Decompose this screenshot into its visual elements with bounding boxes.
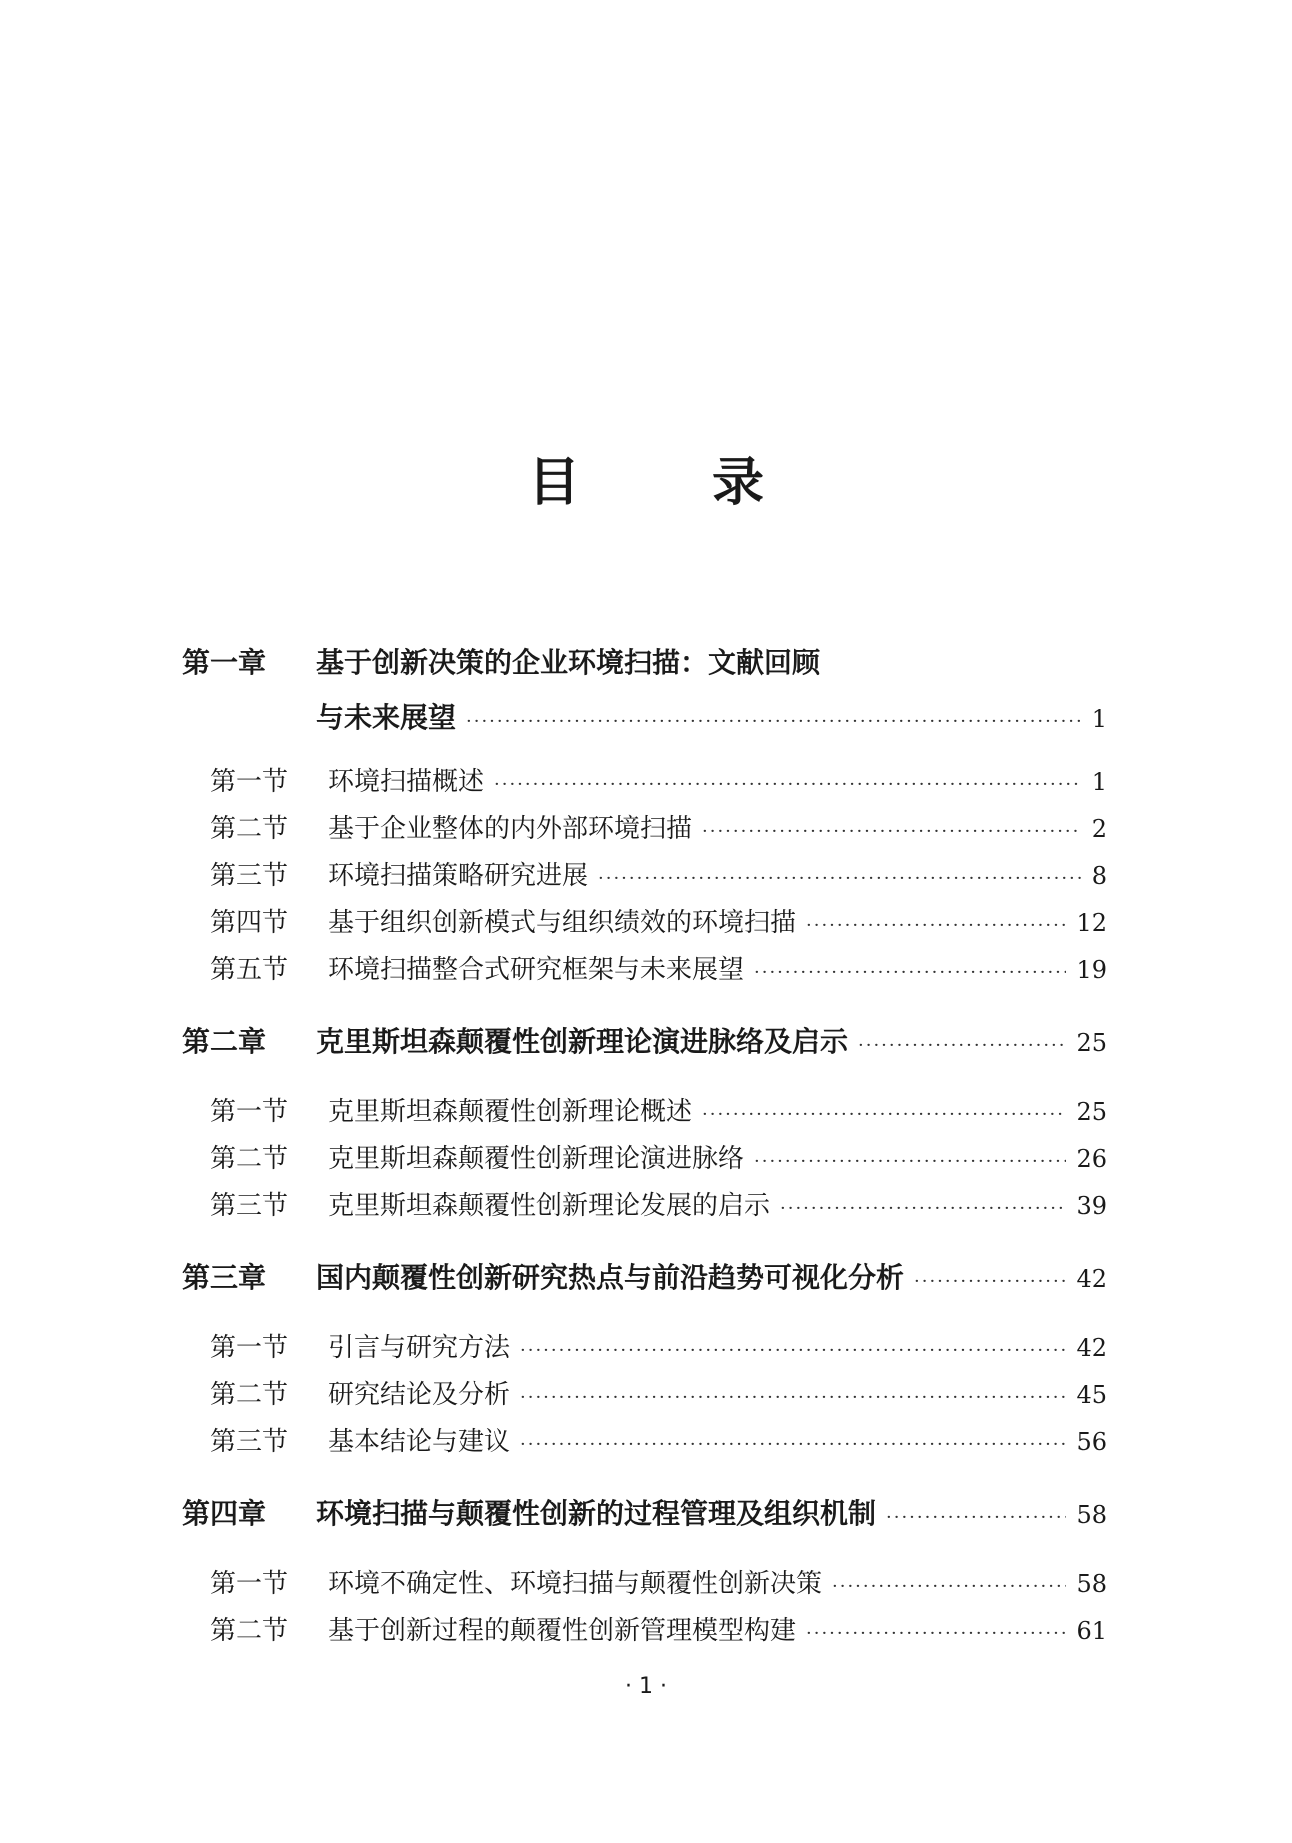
toc-chapter-3[interactable]	[182, 1258, 1107, 1298]
section-label: 第三节	[210, 861, 289, 891]
section-label: 第五节	[210, 955, 289, 985]
section-label: 第三节	[210, 1427, 289, 1457]
page-number: 61	[1076, 1617, 1107, 1645]
section-title: 引言与研究方法	[328, 1333, 511, 1363]
toc-section[interactable]	[182, 1422, 1107, 1462]
page-number: 58	[1076, 1501, 1107, 1529]
toc-section[interactable]	[182, 950, 1107, 990]
page-number: 42	[1076, 1334, 1107, 1362]
chapter-title: 环境扫描与颠覆性创新的过程管理及组织机制	[316, 1497, 877, 1530]
section-title: 环境扫描概述	[328, 767, 485, 797]
section-label: 第二节	[210, 1144, 289, 1174]
page-number: 26	[1076, 1145, 1107, 1173]
section-title: 基于创新过程的颠覆性创新管理模型构建	[328, 1616, 797, 1646]
page-number: 45	[1076, 1381, 1107, 1409]
toc-section[interactable]	[182, 762, 1107, 802]
leader-dots	[702, 1095, 1066, 1135]
toc-chapter-1-continuation[interactable]	[182, 698, 1107, 738]
section-label: 第三节	[210, 1191, 289, 1221]
leader-dots	[702, 812, 1082, 852]
leader-dots	[598, 859, 1082, 899]
section-title: 克里斯坦森颠覆性创新理论演进脉络	[328, 1144, 745, 1174]
section-label: 第一节	[210, 1569, 289, 1599]
toc-chapter-1[interactable]	[182, 643, 1107, 683]
leader-dots	[754, 953, 1066, 993]
chapter-title: 克里斯坦森颠覆性创新理论演进脉络及启示	[316, 1025, 849, 1058]
section-title: 基本结论与建议	[328, 1427, 511, 1457]
page-number: 2	[1091, 815, 1107, 843]
toc-section[interactable]	[182, 1611, 1107, 1651]
leader-dots	[520, 1425, 1066, 1465]
section-title: 环境扫描整合式研究框架与未来展望	[328, 955, 745, 985]
page-number: 56	[1076, 1428, 1107, 1456]
page-number: 42	[1076, 1265, 1107, 1293]
section-title: 研究结论及分析	[328, 1380, 511, 1410]
toc-section[interactable]	[182, 1186, 1107, 1226]
page-number: 25	[1076, 1029, 1107, 1057]
leader-dots	[914, 1262, 1066, 1302]
chapter-title: 基于创新决策的企业环境扫描：文献回顾	[316, 646, 821, 679]
chapter-title: 国内颠覆性创新研究热点与前沿趋势可视化分析	[316, 1261, 905, 1294]
toc-section[interactable]	[182, 903, 1107, 943]
leader-dots	[466, 702, 1082, 742]
toc-section[interactable]	[182, 1564, 1107, 1604]
leader-dots	[520, 1378, 1066, 1418]
chapter-label: 第四章	[182, 1497, 267, 1530]
section-title: 克里斯坦森颠覆性创新理论发展的启示	[328, 1191, 771, 1221]
leader-dots	[780, 1189, 1066, 1229]
page-number: 39	[1076, 1192, 1107, 1220]
page-number: 25	[1076, 1098, 1107, 1126]
section-label: 第二节	[210, 814, 289, 844]
section-title: 克里斯坦森颠覆性创新理论概述	[328, 1097, 693, 1127]
leader-dots	[858, 1026, 1066, 1066]
section-title: 环境扫描策略研究进展	[328, 861, 589, 891]
chapter-label: 第一章	[182, 646, 267, 679]
section-title: 基于组织创新模式与组织绩效的环境扫描	[328, 908, 797, 938]
toc-section[interactable]	[182, 809, 1107, 849]
leader-dots	[806, 1614, 1066, 1654]
chapter-label: 第三章	[182, 1261, 267, 1294]
toc-section[interactable]	[182, 1328, 1107, 1368]
toc-chapter-2[interactable]	[182, 1022, 1107, 1062]
page-number: 1	[1091, 705, 1107, 733]
section-label: 第一节	[210, 1097, 289, 1127]
section-label: 第二节	[210, 1616, 289, 1646]
leader-dots	[520, 1331, 1066, 1371]
leader-dots	[806, 906, 1066, 946]
section-label: 第一节	[210, 767, 289, 797]
page-number: 58	[1076, 1570, 1107, 1598]
leader-dots	[754, 1142, 1066, 1182]
chapter-title-continued: 与未来展望	[316, 701, 457, 734]
page-title: 目 录	[527, 452, 804, 513]
toc-section[interactable]	[182, 1139, 1107, 1179]
section-title: 环境不确定性、环境扫描与颠覆性创新决策	[328, 1569, 823, 1599]
leader-dots	[832, 1567, 1066, 1607]
leader-dots	[494, 765, 1082, 805]
section-label: 第二节	[210, 1380, 289, 1410]
toc-section[interactable]	[182, 1375, 1107, 1415]
toc-section[interactable]	[182, 856, 1107, 896]
toc-section[interactable]	[182, 1092, 1107, 1132]
section-label: 第一节	[210, 1333, 289, 1363]
page-number: 1	[1091, 768, 1107, 796]
page-number: 19	[1076, 956, 1107, 984]
toc-chapter-4[interactable]	[182, 1494, 1107, 1534]
leader-dots	[886, 1498, 1066, 1538]
section-title: 基于企业整体的内外部环境扫描	[328, 814, 693, 844]
page-number: 12	[1076, 909, 1107, 937]
chapter-label: 第二章	[182, 1025, 267, 1058]
section-label: 第四节	[210, 908, 289, 938]
page-number: 8	[1091, 862, 1107, 890]
footer-page-number: · 1 ·	[625, 1674, 667, 1699]
